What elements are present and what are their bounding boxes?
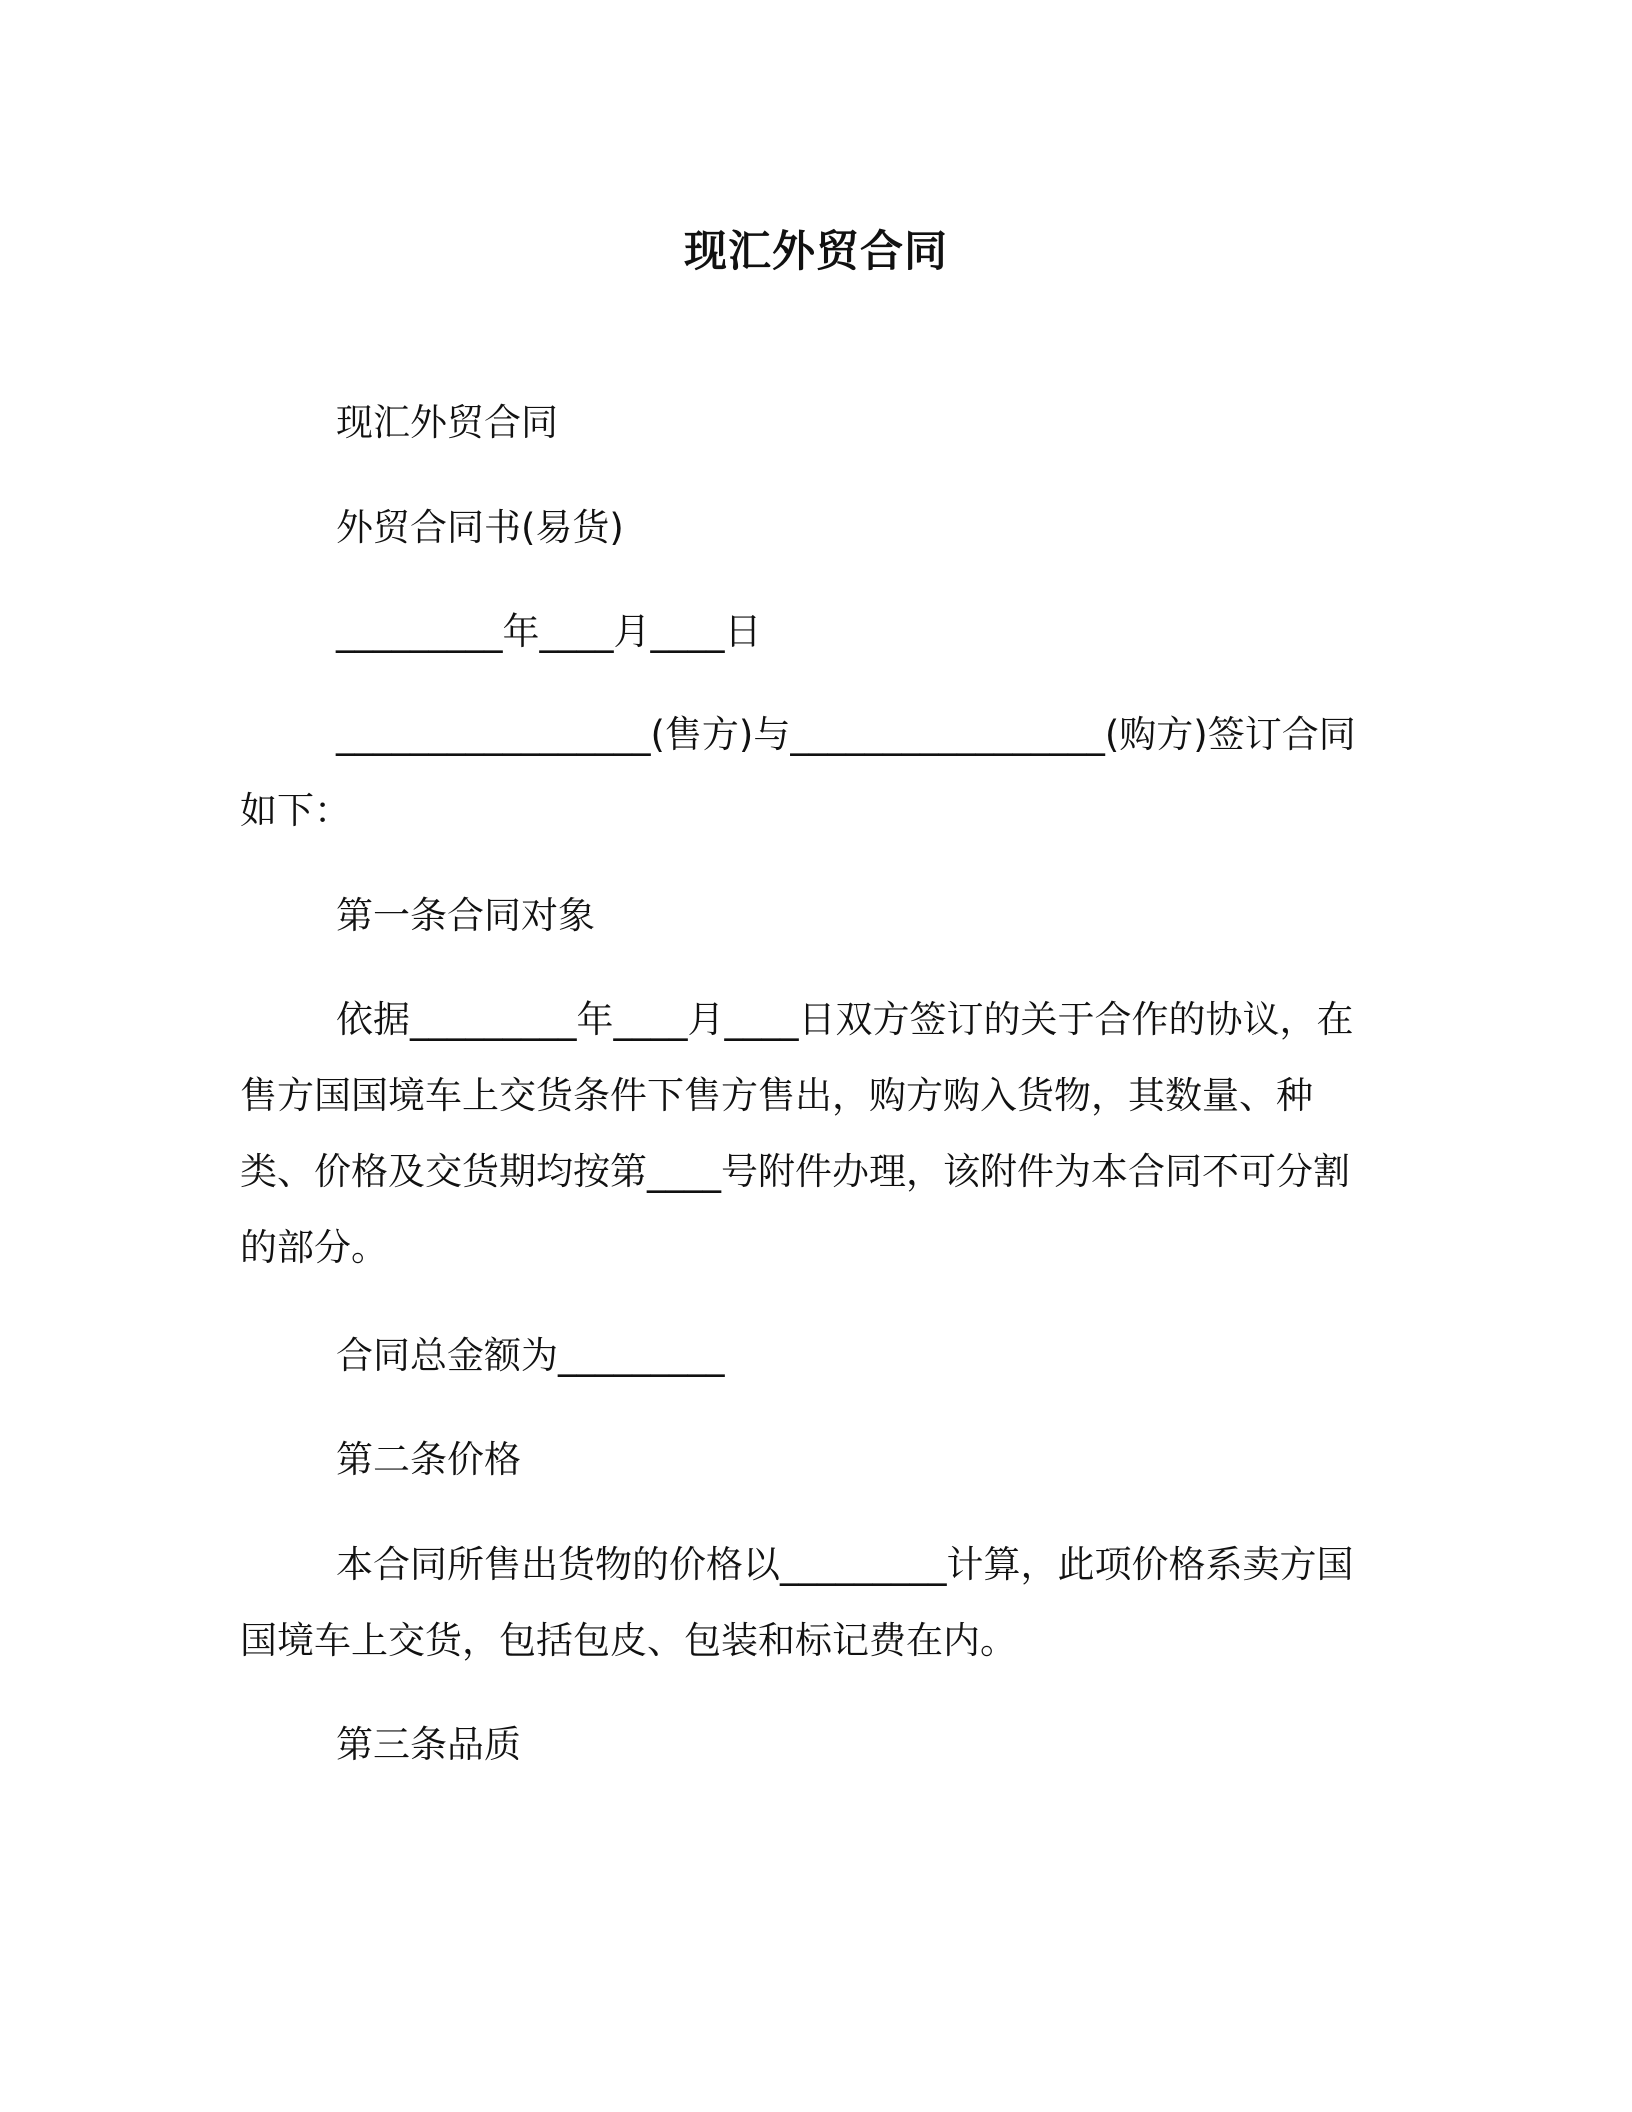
paragraph-article-1-body: 依据_________年____月____日双方签订的关于合作的协议，在售方国国境车上交货条件下售方售出，购方购入货物，其数量、种类、价格及交货期均按第____号附件办理，该附件为本合同不可分割的部分。	[240, 998, 1354, 1269]
paragraph-contract-name: 现汇外贸合同	[336, 401, 558, 444]
heading-article-1: 第一条合同对象	[336, 894, 595, 937]
paragraph-contract-type: 外贸合同书(易货)	[336, 506, 624, 549]
paragraph-parties: _________________(售方)与_________________(购方)签订合同如下：	[240, 713, 1356, 832]
document-title: 现汇外贸合同	[684, 227, 948, 277]
heading-article-3: 第三条品质	[336, 1723, 521, 1766]
heading-article-2: 第二条价格	[336, 1438, 521, 1481]
paragraph-total-amount: 合同总金额为_________	[336, 1334, 725, 1377]
paragraph-date-line: _________年____月____日	[336, 610, 762, 653]
paragraph-article-2-body: 本合同所售出货物的价格以_________计算，此项价格系卖方国国境车上交货，包括包皮、包装和标记费在内。	[240, 1543, 1354, 1662]
